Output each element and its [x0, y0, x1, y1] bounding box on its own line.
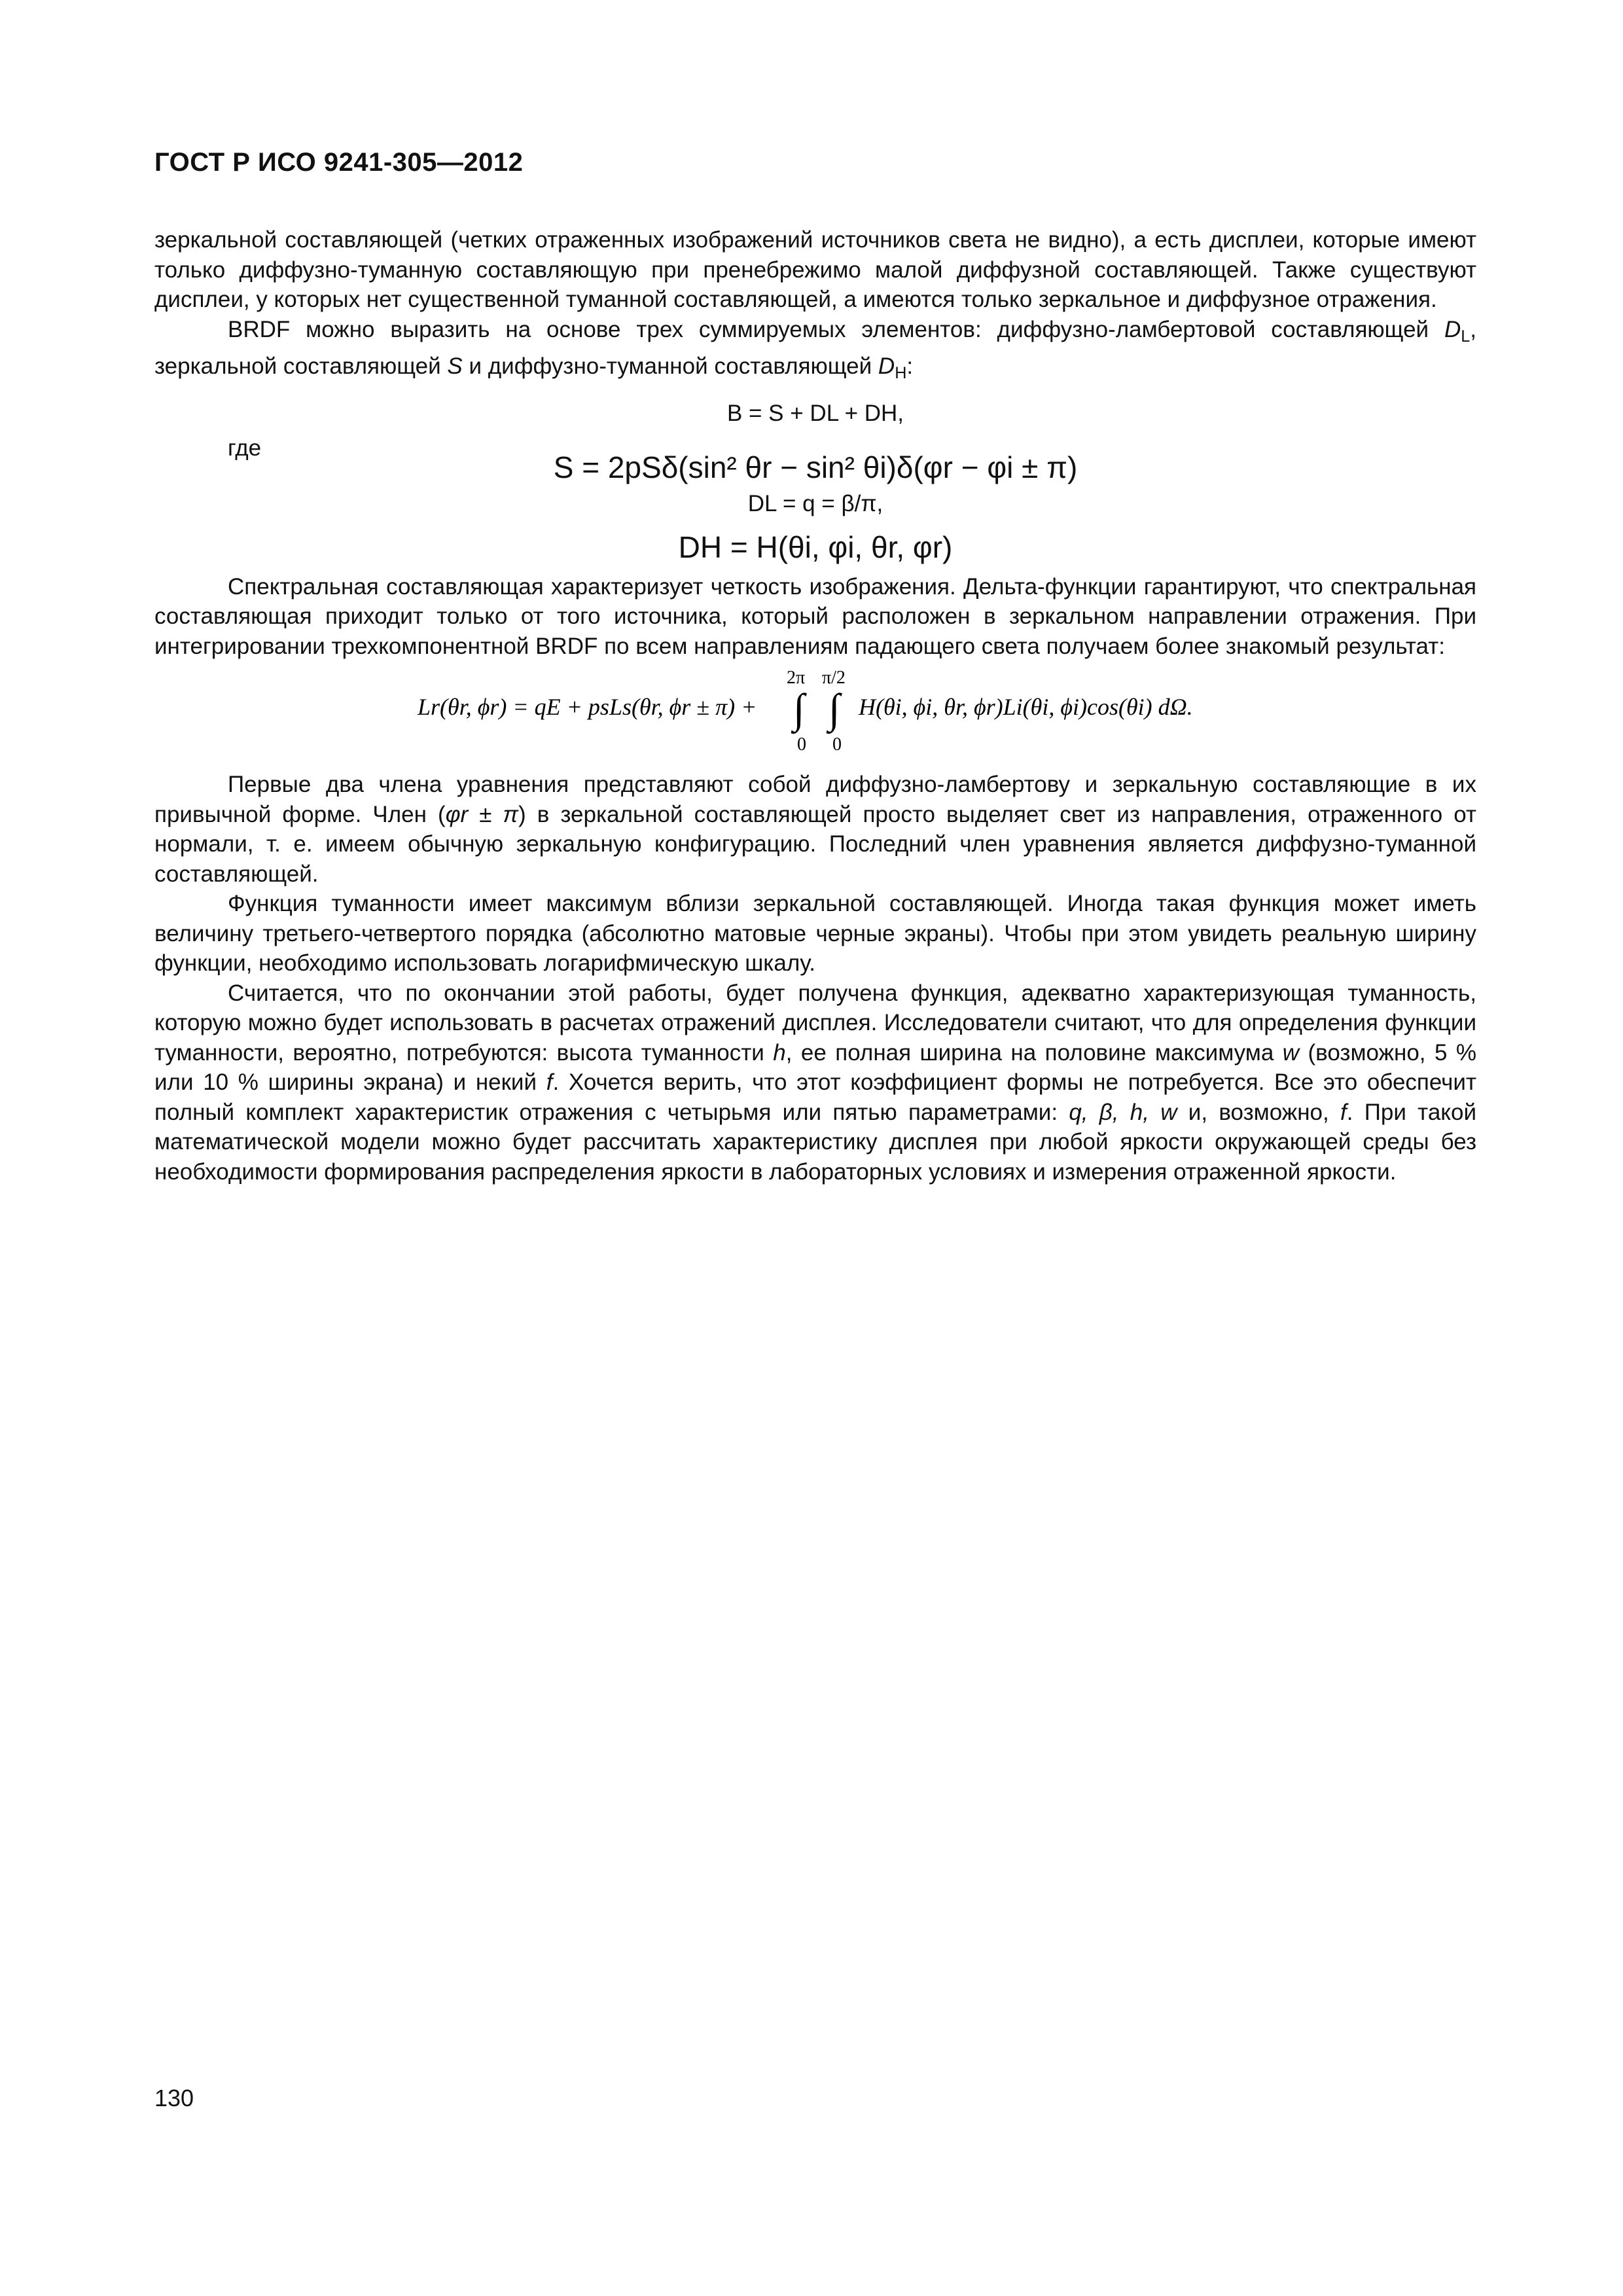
where-label: где	[228, 435, 262, 461]
document-header: ГОСТ Р ИСО 9241-305—2012	[154, 148, 524, 177]
symbol: q, β, h, w	[1069, 1099, 1177, 1125]
integral-upper-limit-1: 2π	[787, 668, 806, 689]
text-run: , зеркальной составляющей	[154, 316, 1476, 380]
document-body	[154, 225, 1476, 1187]
equation-brdf-sum: B = S + DL + DH,	[726, 400, 904, 426]
paragraph-3: Спектральная составляющая характеризует четкость изображения. Дельта-функции гарантируют, что спектральная составляющая приходит только от того источника, который расположен в зеркальном направлении отражения. При интегрировании трехкомпонентной BRDF по всем направлениям падающего света получаем более знакомый результат:	[154, 573, 1476, 659]
text-run: . При такой математической модели можно будет рассчитать характеристику дисплея при любой яркости окружающей среды без необходимости формирования распределения яркости в лабораторных условиях и измерения отраженной яркости.	[154, 1099, 1477, 1185]
text-run: Считается, что по окончании этой работы, будет получена функция, адекватно характеризующая туманность, которую можно будет использовать в расчетах отражений дисплея. Исследователи считают, что для определения функции туманности, вероятно, потребуются: высота туманности	[154, 980, 1476, 1066]
integral-upper-limit-2: π/2	[822, 668, 846, 689]
subscript: L	[1461, 327, 1471, 346]
text-run: Первые два члена уравнения представляют собой диффузно-ламбертову и зеркальную составляющие в их привычной форме. Член (	[154, 772, 1476, 827]
symbol: w	[1282, 1039, 1300, 1066]
symbol: f	[1340, 1099, 1347, 1125]
paragraph-5: Функция туманности имеет максимум вблизи зеркальной составляющей. Иногда такая функция может иметь величину третьего-четвертого порядка (абсолютно матовые черные экраны). Чтобы при этом увидеть реальную ширину функции, необходимо использовать логарифмическую шкалу.	[154, 891, 1476, 977]
symbol: D	[1444, 316, 1461, 342]
text-run: и диффузно-туманной составляющей	[462, 353, 878, 380]
text-run: (возможно, 5 % или 10 % ширины экрана) и некий	[154, 1039, 1476, 1096]
text-run: . Хочется верить, что этот коэффициент формы не потребуется. Все это обеспечит полный комплект характеристик отражения с четырьмя или пятью параметрами:	[154, 1069, 1476, 1125]
paragraph-4	[154, 770, 1476, 889]
text-run: BRDF можно выразить на основе трех суммируемых элементов: диффузно-ламбертовой составляющей	[228, 316, 1444, 342]
symbol: D	[878, 353, 895, 380]
integral-sign-2: ∫	[829, 685, 840, 732]
subscript: H	[895, 364, 907, 383]
integral-equation-svg	[154, 664, 1476, 755]
equation-integral	[154, 664, 1476, 755]
paragraph-6	[154, 978, 1476, 1187]
symbol: f	[546, 1069, 553, 1096]
paragraph-1: зеркальной составляющей (четких отраженных изображений источников света не видно), а есть дисплеи, которые имеют только диффузно-туманную составляющую при пренебрежимо малой диффузной составляющей. Также существуют дисплеи, у которых нет существенной туманной составляющей, а имеются только зеркальное и диффузное отражения.	[154, 227, 1476, 312]
integral-lower-limit-2: 0	[832, 734, 842, 755]
text-run: ) в зеркальной составляющей просто выделяет свет из направления, отраженного от нормали, т. е. имеем обычную зеркальную конфигурацию. Последний член уравнения является диффузно-туманной составляющей.	[154, 801, 1476, 887]
integral-lower-limit-1: 0	[797, 734, 806, 755]
symbol: h	[773, 1039, 786, 1066]
equation-specular: S = 2pSδ(sin² θr − sin² θi)δ(φr − φi ± π)	[553, 450, 1078, 484]
equation-haze: DH = H(θi, φi, θr, φr)	[678, 529, 953, 564]
equation-lambert: DL = q = β/π,	[747, 490, 883, 516]
integral-sign-1: ∫	[793, 685, 805, 732]
symbol: φr ± π	[445, 801, 518, 827]
text-run: :	[906, 353, 914, 380]
symbol: S	[447, 353, 463, 380]
integral-lhs: Lr(θr, ϕr) = qE + psLs(θr, ϕr ± π) +	[418, 694, 757, 721]
integral-integrand: H(θi, ϕi, θr, ϕr)Li(θi, ϕi)cos(θi) dΩ.	[859, 694, 1193, 721]
text-run: , ее полная ширина на половине максимума	[785, 1039, 1283, 1066]
where-row	[154, 433, 1476, 486]
paragraph-2	[154, 315, 1476, 389]
text-run: и, возможно,	[1177, 1099, 1341, 1125]
page-number: 130	[154, 2085, 194, 2111]
